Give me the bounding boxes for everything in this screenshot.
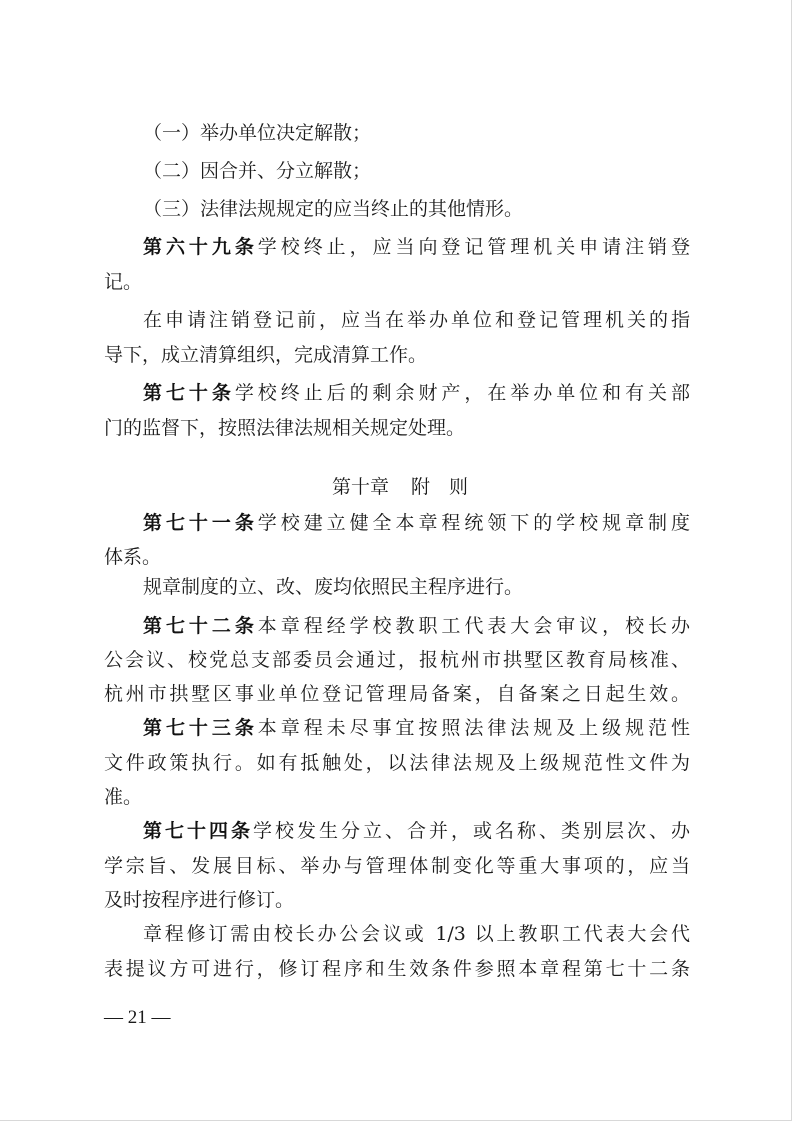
article-69-line-1 [143,235,690,259]
article-72-line-1 [143,614,690,638]
clause-3: （三）法律法规规定的应当终止的其他情形。 [143,198,524,220]
article-73-heading: 第七十三条 [143,717,258,739]
article-70-line-1 [143,381,690,405]
page-number: — 21 — [104,1007,171,1028]
article-70-line-2: 门的监督下，按照法律法规相关规定处理。 [104,417,466,439]
article-73-line-2: 文件政策执行。如有抵触处，以法律法规及上级规范性文件为 [104,752,690,774]
chapter-name: 附 则 [411,476,469,498]
article-71-line-1 [143,511,690,535]
chapter-number: 第十章 [332,476,390,498]
article-74-line-2: 学宗旨、发展目标、举办与管理体制变化等重大事项的，应当 [104,855,690,877]
article-70-heading: 第七十条 [143,382,235,404]
article-69-line-2: 记。 [104,271,143,293]
article-72-line-3: 杭州市拱墅区事业单位登记管理局备案，自备案之日起生效。 [104,683,690,705]
article-69-heading: 第六十九条 [143,236,258,258]
article-71-line-2: 体系。 [104,546,162,568]
article-73-text-1: 本章程未尽事宜按照法律法规及上级规范性 [257,717,690,739]
paragraph-revision-line-2: 表提议方可进行，修订程序和生效条件参照本章程第七十二条 [104,958,690,980]
article-73-line-3: 准。 [104,786,143,808]
article-72-text-1: 本章程经学校教职工代表大会审议，校长办 [257,615,690,637]
chapter-title [332,475,468,499]
clause-1: （一）举办单位决定解散； [143,122,372,144]
article-71-text-1: 学校建立健全本章程统领下的学校规章制度 [257,512,690,534]
clause-2: （二）因合并、分立解散； [143,160,372,182]
article-74-text-1: 学校发生分立、合并，或名称、类别层次、办 [253,820,690,842]
paragraph-apply-line-1: 在申请注销登记前，应当在举办单位和登记管理机关的指 [143,309,690,331]
paragraph-revision-line-1: 章程修订需由校长办公会议或 1/3 以上教职工代表大会代 [143,923,690,945]
paragraph-rules: 规章制度的立、改、废均依照民主程序进行。 [143,576,524,598]
article-70-text-1: 学校终止后的剩余财产，在举办单位和有关部 [234,382,690,404]
article-72-heading: 第七十二条 [143,615,258,637]
article-69-text-1: 学校终止，应当向登记管理机关申请注销登 [257,236,690,258]
article-74-heading: 第七十四条 [143,820,253,842]
article-74-line-3: 及时按程序进行修订。 [104,889,295,911]
paragraph-apply-line-2: 导下，成立清算组织，完成清算工作。 [104,344,428,366]
article-73-line-1 [143,716,690,740]
article-71-heading: 第七十一条 [143,512,258,534]
article-74-line-1 [143,819,690,843]
article-72-line-2: 公会议、校党总支部委员会通过，报杭州市拱墅区教育局核准、 [104,649,690,671]
